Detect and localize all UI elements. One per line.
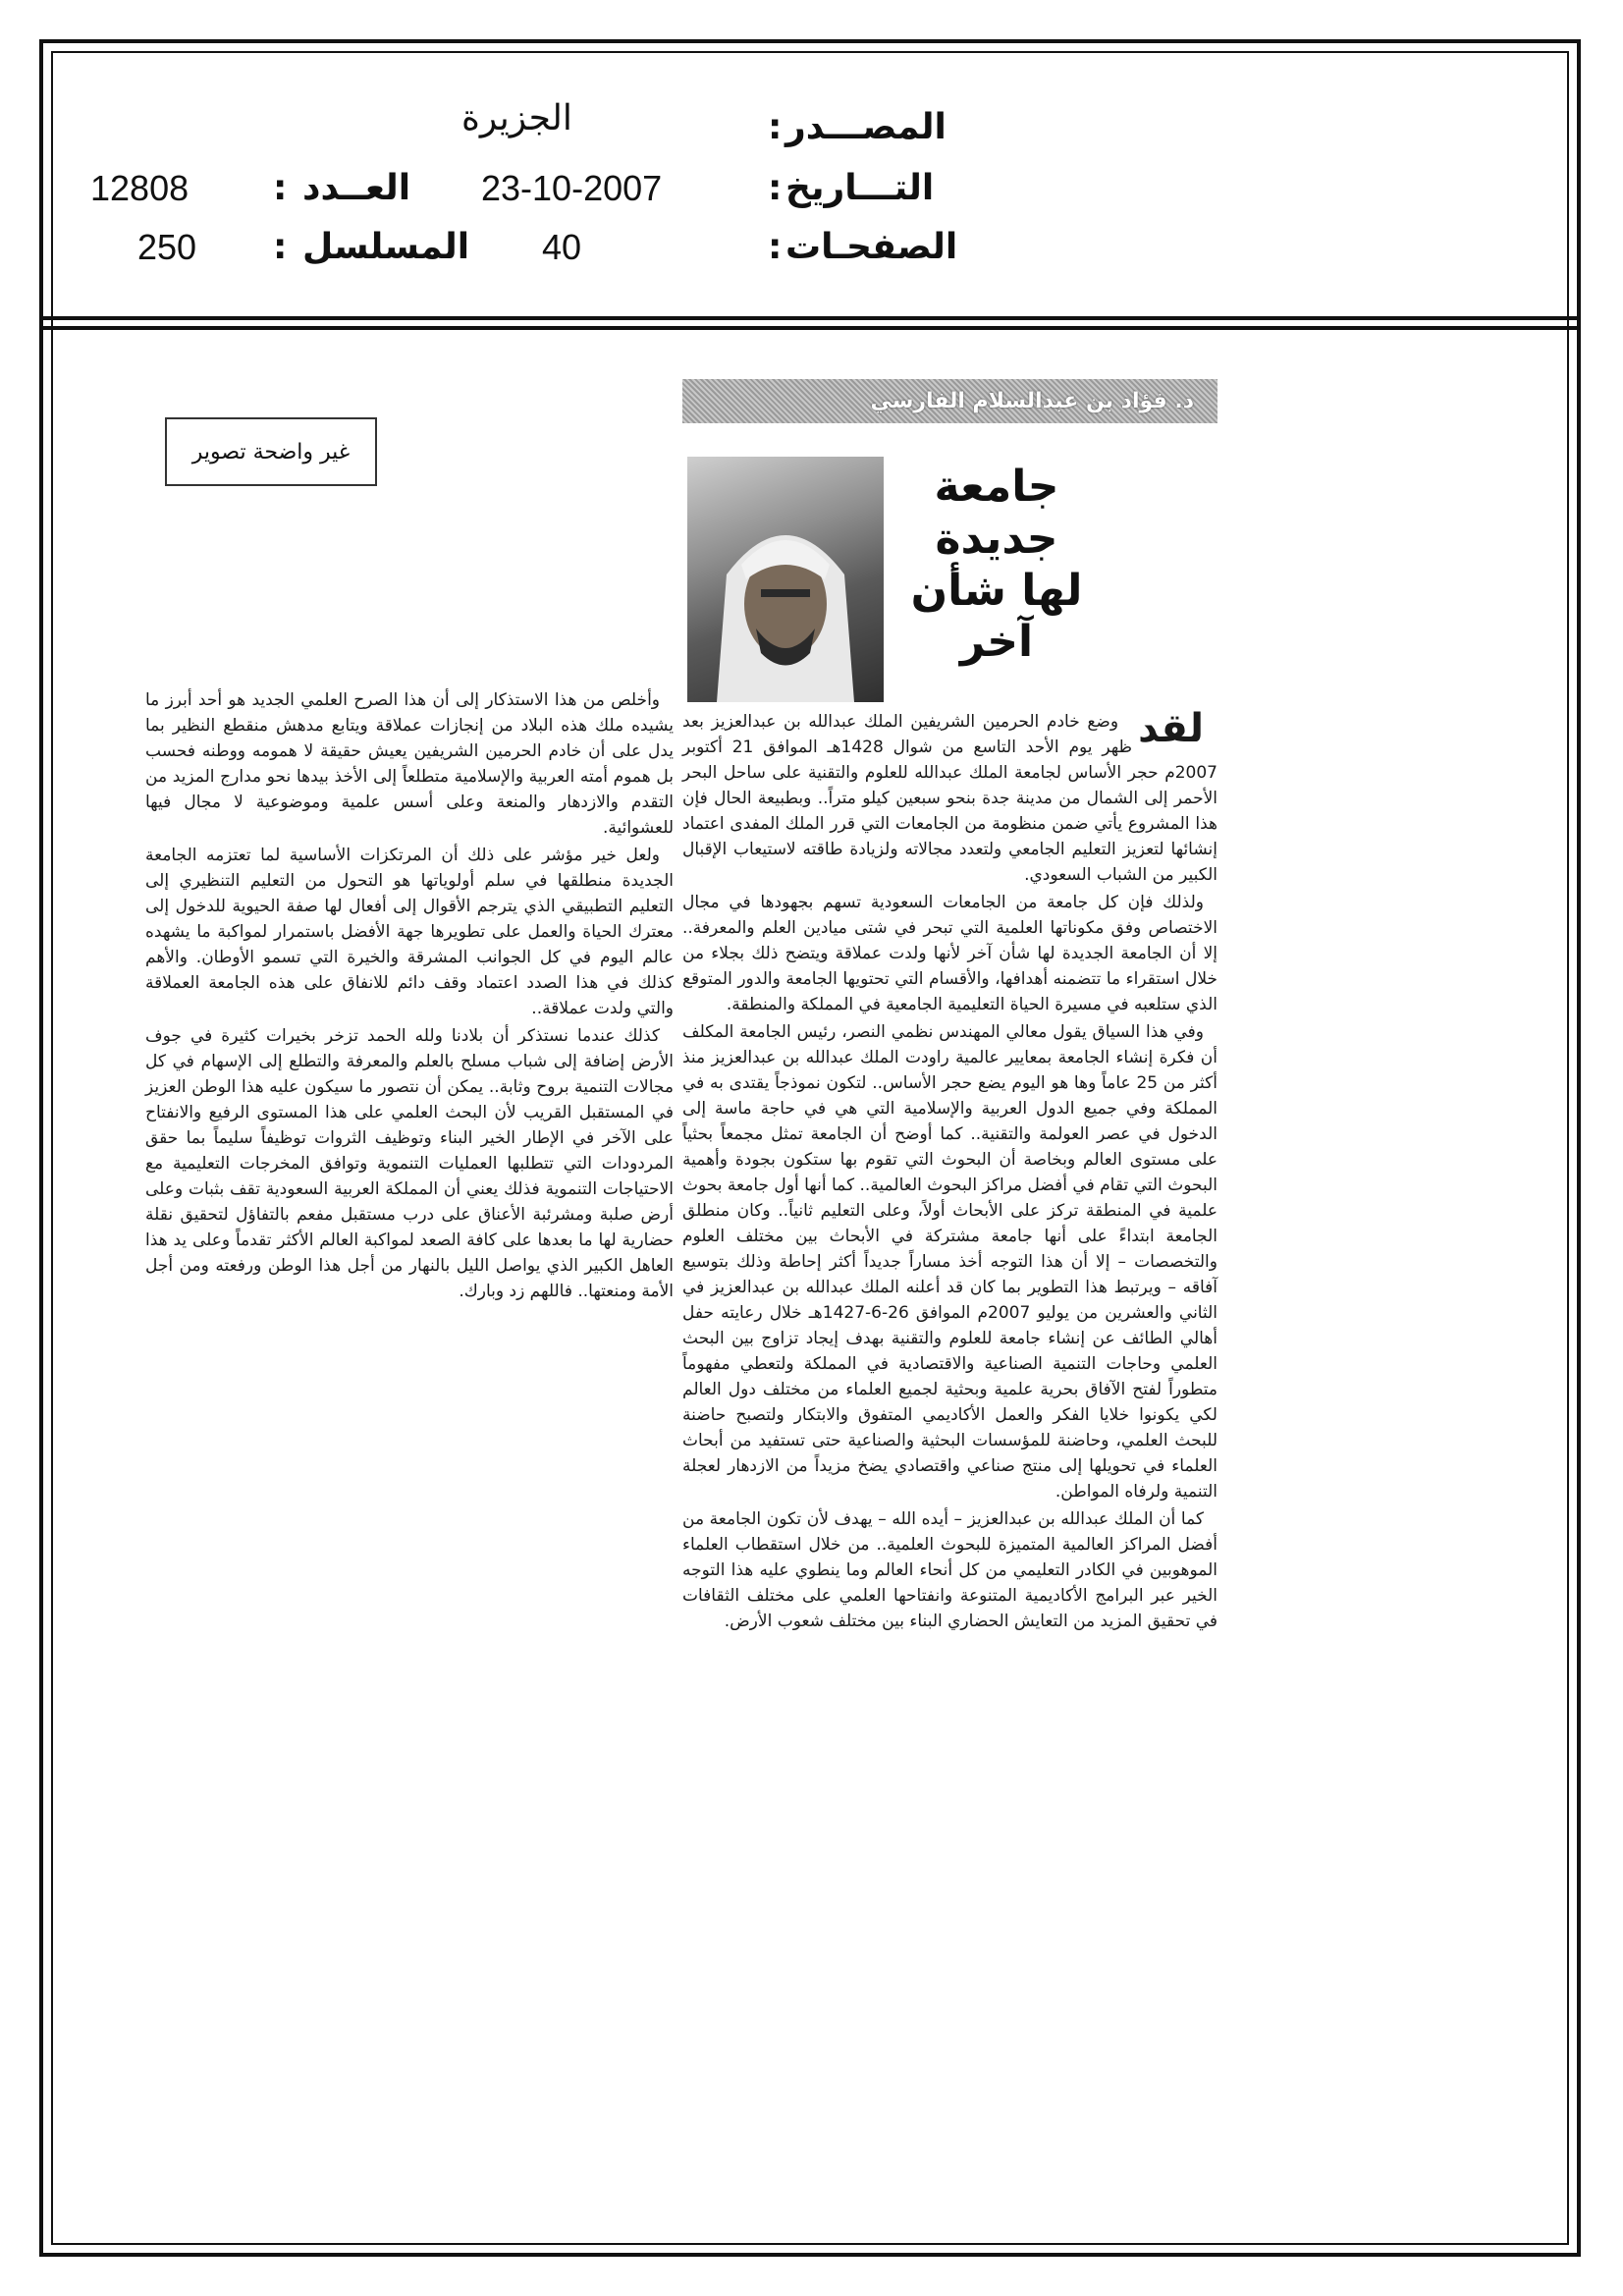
- drop-cap: لقد: [1138, 706, 1204, 751]
- serial-value: 250: [137, 227, 197, 267]
- article-paragraph: [682, 706, 1217, 888]
- article-paragraph: ولعل خير مؤشر على ذلك أن المرتكزات الأساسية لما تعتزمه الجامعة الجديدة منطلقها في سلم أولوياتها هو التحول من التعليم التنظيري إلى التعليم التطبيقي الذي يترجم الأقوال إلى أفعال لها صفة الحيوية للدخول إلى معترك الحياة والعمل على تطويرها جهة الأفضل باستمرار لمواكبة ما يشهده عالم اليوم في كل الجوانب المشرقة والخيرة التي تسمو الأوطان. والأهم كذلك في هذا الصدد اعتماد وقف دائم للانفاق على هذه الجامعة العملاقة والتي ولدت عملاقة..: [145, 846, 674, 1018]
- source-colon: :: [768, 107, 783, 147]
- article-paragraph: كذلك عندما نستذكر أن بلادنا ولله الحمد تزخر بخيرات كثيرة في جوف الأرض إضافة إلى شباب مسلح بالعلم والمعرفة والتطلع إلى الإسهام في كل مجالات التنمية بروح وثابة.. يمكن أن نتصور ما سيكون عليه هذا الوطن العزيز في المستقبل القريب لأن البحث العلمي على هذا المستوى الرفيع والانفتاح على الآخر في الإطار الخير البناء وتوظيف الثروات توظيفاً سليماً بما حقق المردودات التي تتطلبها العمليات التنموية وتوافق المخرجات التعليمية مع الاحتياجات التنموية فذلك يعني أن المملكة العربية السعودية تقف بثبات وعلى أرض صلبة ومشرئبة الأعناق على درب مستقبل مفعم بالتفاؤل لتحقيق نقلة حضارية لها ما بعدها على كافة الصعد لمواكبة العالم الأكثر تقدماً وعلى يد هذا العاهل الكبير الذي يواصل الليل بالنهار من أجل هذا الوطن ورفعته ومن أجل الأمة ومنعتها.. فاللهم زد وبارك.: [145, 1026, 674, 1301]
- pages-colon: :: [768, 227, 783, 267]
- issue-label: العــدد: [302, 168, 411, 208]
- article-paragraph: كما أن الملك عبدالله بن عبدالعزيز – أيده الله – يهدف لأن تكون الجامعة من أفضل المراكز العالمية المتميزة للبحوث العلمية.. من خلال استقطاب العلماء الموهوبين في الكادر التعليمي من كل أنحاء العالم وما ينطوي عليه هذا التوجه الخير عبر البرامج الأكاديمية المتنوعة وانفتاحها العلمي على مختلف الثقافات في تحقيق المزيد من التعايش الحضاري البناء بين مختلف شعوب الأرض.: [682, 1509, 1217, 1631]
- issue-value: 12808: [90, 168, 189, 208]
- author-photo: [687, 457, 884, 702]
- pages-value: 40: [542, 227, 582, 267]
- headline-line-1: جامعة جديدة: [934, 462, 1059, 564]
- article-paragraph: وأخلص من هذا الاستذكار إلى أن هذا الصرح العلمي الجديد هو أحد أبرز ما يشيده ملك هذه البلاد من إنجازات عملاقة ويتابع مدهش منقطع النظير بما يدل على أن خادم الحرمين الشريفين يعيش حقيقة لا همومه ووطنه فحسب بل هموم أمته العربية والإسلامية متطلعاً إلى الأخذ بيدها نحو مدارج المزيد من التقدم والازدهار والمنعة وعلى أسس علمية وموضوعية لا مجال فيها للعشوائية.: [145, 690, 674, 838]
- issue-colon: :: [273, 168, 288, 208]
- source-value: الجزيرة: [461, 97, 572, 137]
- date-colon: :: [768, 168, 783, 208]
- article-column-right: [682, 706, 1218, 1636]
- article-headline: [889, 462, 1105, 669]
- pages-label: الصفحـات: [785, 227, 958, 267]
- serial-colon: :: [273, 227, 288, 267]
- paragraph-text: وضع خادم الحرمين الشريفين الملك عبدالله بن عبدالعزيز بعد ظهر يوم الأحد التاسع من شوال 1428هـ الموافق 21 أكتوبر 2007م حجر الأساس لجامعة الملك عبدالله للعلوم والتقنية على ساحل البحر الأحمر إلى الشمال من مدينة جدة بنحو سبعين كيلو متراً.. وبطبيعة الحال فإن هذا المشروع يأتي ضمن منظومة من الجامعات التي قرر الملك المفدى اعتماد إنشائها لتعزيز التعليم الجامعي ولتعدد مجالاته ولزيادة طاقته لاستيعاب الإقبال الكبير من الشباب السعودي.: [682, 712, 1217, 885]
- header-divider-top: [39, 316, 1581, 320]
- author-portrait-illustration: [687, 457, 884, 702]
- author-byline: د. فؤاد بن عبدالسلام الفارسي: [682, 379, 1217, 423]
- header-divider-bottom: [39, 326, 1581, 330]
- article-column-left: [145, 687, 674, 1306]
- date-label: التـــاريخ: [785, 168, 935, 208]
- unclear-scan-note: غير واضحة تصوير: [165, 417, 377, 486]
- article-paragraph: ولذلك فإن كل جامعة من الجامعات السعودية تسهم بجهودها في مجال الاختصاص وفق مكوناتها العلمية التي تبحر في شتى ميادين العلم والمعرفة.. إلا أن الجامعة الجديدة لها شأن آخر لأنها ولدت عملاقة ويتضح ذلك بجلاء من خلال استقراء ما تتضمنه أهدافها، والأقسام التي تحتويها الجامعة والدور المتوقع الذي ستلعبه في مسيرة الحياة التعليمية الجامعية في المملكة والمنطقة.: [682, 893, 1217, 1014]
- serial-label: المسلسل: [302, 227, 470, 267]
- headline-line-2: لها شأن آخر: [910, 565, 1083, 668]
- source-label: المصـــدر: [785, 107, 947, 147]
- date-value: 23-10-2007: [481, 168, 663, 208]
- article-paragraph: وفي هذا السياق يقول معالي المهندس نظمي النصر، رئيس الجامعة المكلف أن فكرة إنشاء الجامعة بمعايير عالمية راودت الملك عبدالله بن عبدالعزيز منذ أكثر من 25 عاماً وها هو اليوم يضع حجر الأساس.. لتكون نموذجاً يقتدى به في المملكة وفي جميع الدول العربية والإسلامية التي هي في حاجة ماسة إلى الدخول في عصر العولمة والتقنية.. كما أوضح أن الجامعة تمثل مجمعاً بحثياً على مستوى العالم وبخاصة أن البحوث التي تقوم بها ستكون بجودة وأهمية البحوث التي تقام في أفضل مراكز البحوث العالمية.. كما أنها أول جامعة بحوث علمية في المنطقة تركز على الأبحاث أولاً، وعلى التعليم ثانياً.. وكان منطلق الجامعة ابتداءً على أنها جامعة مشتركة في الأبحاث بين مختلف العلوم والتخصصات – إلا أن هذا التوجه أخذ مساراً جديداً أكثر إحاطة وذلك بتوسيع آفاقه – ويرتبط هذا التطوير بما كان قد أعلنه الملك عبدالله بن عبدالعزيز في الثاني والعشرين من يوليو 2007م الموافق 26-6-1427هـ خلال رعايته حفل أهالي الطائف عن إنشاء جامعة للعلوم والتقنية بهدف إيجاد تزاوج بين البحث العلمي وحاجات التنمية الصناعية والاقتصادية في المملكة ولتعطي مفهوماً متطوراً لفتح الآفاق بحرية علمية وبحثية لجميع العلماء من مختلف دول العالم لكي يكونوا خلايا الفكر والعمل الأكاديمي المتفوق والابتكار ولتصبح حاضنة للبحث العلمي، وحاضنة للمؤسسات البحثية والصناعية حتى تستفيد من أبحاث العلماء في تحويلها إلى منتج صناعي واقتصادي يضخ مزيداً من الازدهار لعجلة التنمية ولرفاه المواطن.: [682, 1022, 1218, 1502]
